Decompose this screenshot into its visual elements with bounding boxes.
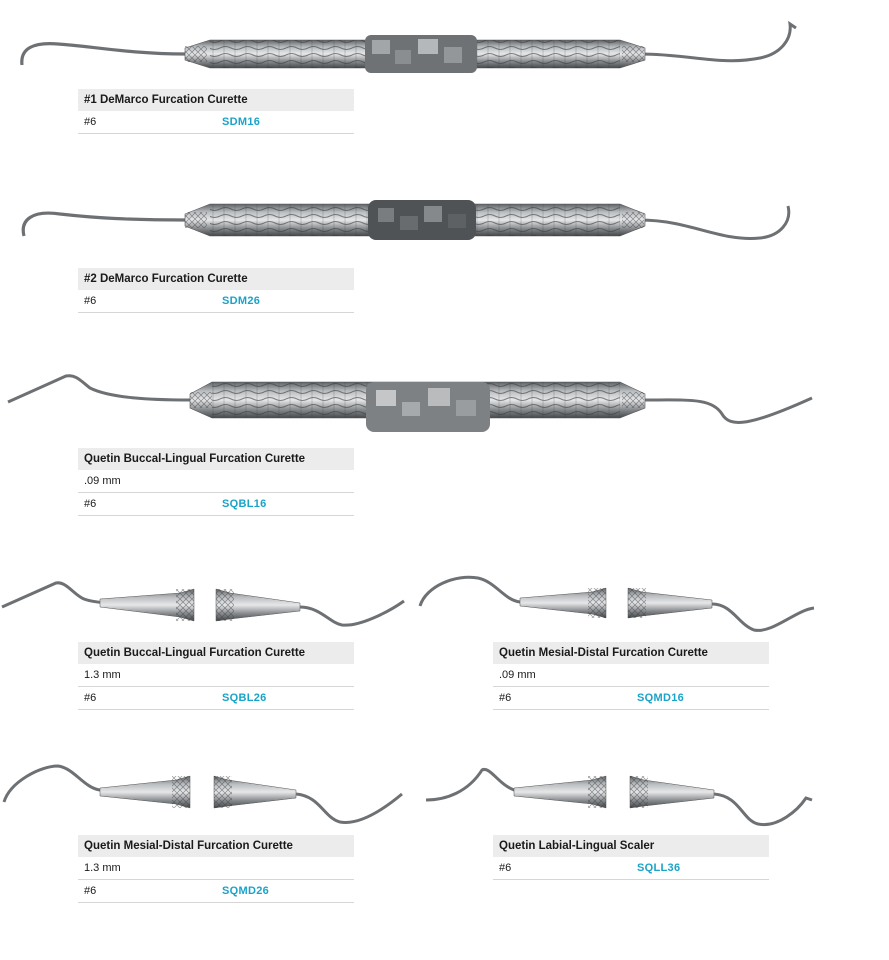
size-label: #6 xyxy=(499,862,512,874)
instrument-image-sqbl16 xyxy=(0,368,820,438)
size-label: #6 xyxy=(84,498,97,510)
instrument-image-sdm16 xyxy=(0,10,820,72)
size-label: #6 xyxy=(84,116,97,128)
size-label: #6 xyxy=(499,692,512,704)
product-title: Quetin Buccal-Lingual Furcation Curette xyxy=(78,642,354,664)
size-label: #6 xyxy=(84,885,97,897)
spec-row xyxy=(493,857,769,880)
instrument-image-sqmd16 xyxy=(416,572,826,634)
product-code: SQMD26 xyxy=(222,885,270,897)
spec-row xyxy=(493,664,769,687)
spec-row xyxy=(78,664,354,687)
size-label: 1.3 mm xyxy=(84,669,121,681)
spec-table xyxy=(493,642,769,710)
spec-table xyxy=(78,642,354,710)
spec-table xyxy=(493,835,769,880)
spec-table xyxy=(78,835,354,903)
product-code: SQBL26 xyxy=(222,692,267,704)
product-title: #1 DeMarco Furcation Curette xyxy=(78,89,354,111)
spec-row xyxy=(78,880,354,903)
instrument-image-sqmd26 xyxy=(0,760,410,830)
product-title: Quetin Labial-Lingual Scaler xyxy=(493,835,769,857)
spec-table xyxy=(78,448,354,516)
size-label: .09 mm xyxy=(499,669,536,681)
spec-table xyxy=(78,89,354,134)
spec-table xyxy=(78,268,354,313)
instrument-image-sdm26 xyxy=(0,192,820,254)
size-label: 1.3 mm xyxy=(84,862,121,874)
size-label: #6 xyxy=(84,692,97,704)
product-title: Quetin Buccal-Lingual Furcation Curette xyxy=(78,448,354,470)
size-label: .09 mm xyxy=(84,475,121,487)
size-label: #6 xyxy=(84,295,97,307)
product-title: Quetin Mesial-Distal Furcation Curette xyxy=(493,642,769,664)
product-title: Quetin Mesial-Distal Furcation Curette xyxy=(78,835,354,857)
spec-row xyxy=(78,857,354,880)
spec-row xyxy=(493,687,769,710)
product-code: SDM26 xyxy=(222,295,261,307)
spec-row xyxy=(78,111,354,134)
spec-row xyxy=(78,290,354,313)
product-title: #2 DeMarco Furcation Curette xyxy=(78,268,354,290)
spec-row xyxy=(78,493,354,516)
product-code: SQLL36 xyxy=(637,862,681,874)
instrument-image-sqbl26 xyxy=(0,575,410,635)
product-code: SQBL16 xyxy=(222,498,267,510)
instrument-image-sqll36 xyxy=(424,762,824,832)
product-code: SDM16 xyxy=(222,116,261,128)
product-code: SQMD16 xyxy=(637,692,685,704)
spec-row xyxy=(78,687,354,710)
spec-row xyxy=(78,470,354,493)
